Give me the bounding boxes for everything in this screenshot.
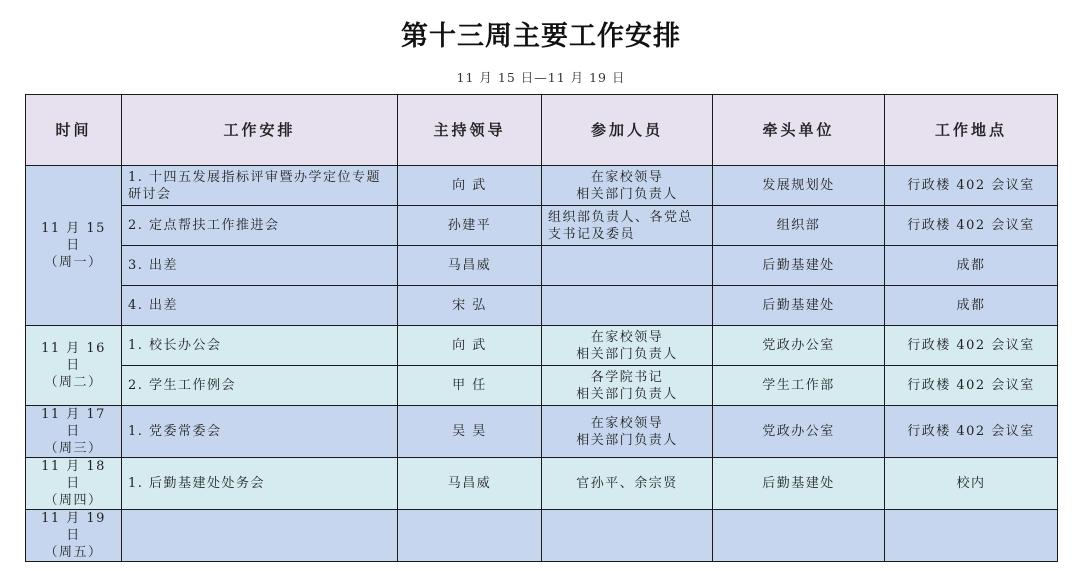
unit-cell: 后勤基建处 — [713, 246, 885, 286]
location-cell: 校内 — [885, 458, 1058, 510]
date-label: 11 月 18 日 — [41, 459, 106, 491]
table-row — [26, 406, 1058, 458]
attendees-cell — [542, 406, 713, 458]
leader-cell: 甲 任 — [398, 366, 542, 406]
header-row — [26, 95, 1058, 166]
date-cell — [26, 166, 122, 326]
task-cell — [122, 510, 398, 562]
task-cell: 3. 出差 — [122, 246, 398, 286]
unit-cell: 后勤基建处 — [713, 286, 885, 326]
location-cell: 行政楼 402 会议室 — [885, 166, 1058, 206]
attendees-cell — [542, 166, 713, 206]
location-cell: 成都 — [885, 246, 1058, 286]
attendee-line: 各学院书记 — [590, 369, 664, 385]
location-cell: 行政楼 402 会议室 — [885, 326, 1058, 366]
attendees-cell: 官孙平、余宗贤 — [542, 458, 713, 510]
column-header-task: 工作安排 — [122, 95, 398, 166]
weekday-label: （周三） — [44, 441, 103, 456]
leader-cell: 马昌威 — [398, 246, 542, 286]
leader-cell: 孙建平 — [398, 206, 542, 246]
location-cell: 行政楼 402 会议室 — [885, 206, 1058, 246]
date-range: 11 月 15 日—11 月 19 日 — [456, 70, 626, 85]
attendees-cell — [542, 366, 713, 406]
table-row — [26, 206, 1058, 246]
weekday-label: （周一） — [44, 255, 103, 270]
attendee-line: 在家校领导 — [590, 169, 664, 185]
column-header-leader: 主持领导 — [398, 95, 542, 166]
column-header-location: 工作地点 — [885, 95, 1058, 166]
leader-cell: 马昌威 — [398, 458, 542, 510]
schedule-table — [25, 94, 1058, 562]
location-cell: 行政楼 402 会议室 — [885, 406, 1058, 458]
unit-cell: 后勤基建处 — [713, 458, 885, 510]
column-header-time: 时间 — [26, 95, 122, 166]
attendee-line: 在家校领导 — [590, 329, 664, 345]
table-row — [26, 510, 1058, 562]
attendees-cell — [542, 246, 713, 286]
unit-cell: 党政办公室 — [713, 326, 885, 366]
unit-cell: 发展规划处 — [713, 166, 885, 206]
attendee-line: 相关部门负责人 — [576, 186, 678, 202]
attendees-cell — [542, 510, 713, 562]
page-title: 第十三周主要工作安排 — [401, 21, 681, 52]
task-cell: 1. 校长办公会 — [122, 326, 398, 366]
date-label: 11 月 17 日 — [41, 407, 106, 439]
attendees-cell: 组织部负责人、各党总支书记及委员 — [542, 206, 713, 246]
leader-cell: 向 武 — [398, 166, 542, 206]
date-label: 11 月 16 日 — [41, 341, 106, 373]
table-row — [26, 366, 1058, 406]
table-row — [26, 286, 1058, 326]
date-label: 11 月 15 日 — [41, 221, 106, 253]
task-cell: 2. 学生工作例会 — [122, 366, 398, 406]
attendee-line: 相关部门负责人 — [576, 386, 678, 402]
table-row — [26, 326, 1058, 366]
unit-cell: 党政办公室 — [713, 406, 885, 458]
location-cell — [885, 510, 1058, 562]
leader-cell: 吴 昊 — [398, 406, 542, 458]
location-cell: 成都 — [885, 286, 1058, 326]
task-cell: 2. 定点帮扶工作推进会 — [122, 206, 398, 246]
column-header-unit: 牵头单位 — [713, 95, 885, 166]
table-row — [26, 166, 1058, 206]
unit-cell — [713, 510, 885, 562]
task-cell: 1. 十四五发展指标评审暨办学定位专题研讨会 — [122, 166, 398, 206]
location-cell: 行政楼 402 会议室 — [885, 366, 1058, 406]
weekday-label: （周四） — [44, 493, 103, 508]
task-cell: 4. 出差 — [122, 286, 398, 326]
attendee-line: 在家校领导 — [590, 415, 664, 431]
attendee-line: 相关部门负责人 — [576, 432, 678, 448]
table-row — [26, 246, 1058, 286]
weekday-label: （周二） — [44, 375, 103, 390]
leader-cell: 宋 弘 — [398, 286, 542, 326]
date-cell — [26, 326, 122, 406]
unit-cell: 学生工作部 — [713, 366, 885, 406]
attendees-cell — [542, 286, 713, 326]
date-cell — [26, 458, 122, 510]
attendee-line: 相关部门负责人 — [576, 346, 678, 362]
task-cell: 1. 后勤基建处处务会 — [122, 458, 398, 510]
date-cell — [26, 406, 122, 458]
leader-cell — [398, 510, 542, 562]
date-label: 11 月 19 日 — [41, 511, 106, 543]
column-header-attendees: 参加人员 — [542, 95, 713, 166]
leader-cell: 向 武 — [398, 326, 542, 366]
task-cell: 1. 党委常委会 — [122, 406, 398, 458]
unit-cell: 组织部 — [713, 206, 885, 246]
weekday-label: （周五） — [44, 545, 103, 560]
table-row — [26, 458, 1058, 510]
attendees-cell — [542, 326, 713, 366]
date-cell — [26, 510, 122, 562]
